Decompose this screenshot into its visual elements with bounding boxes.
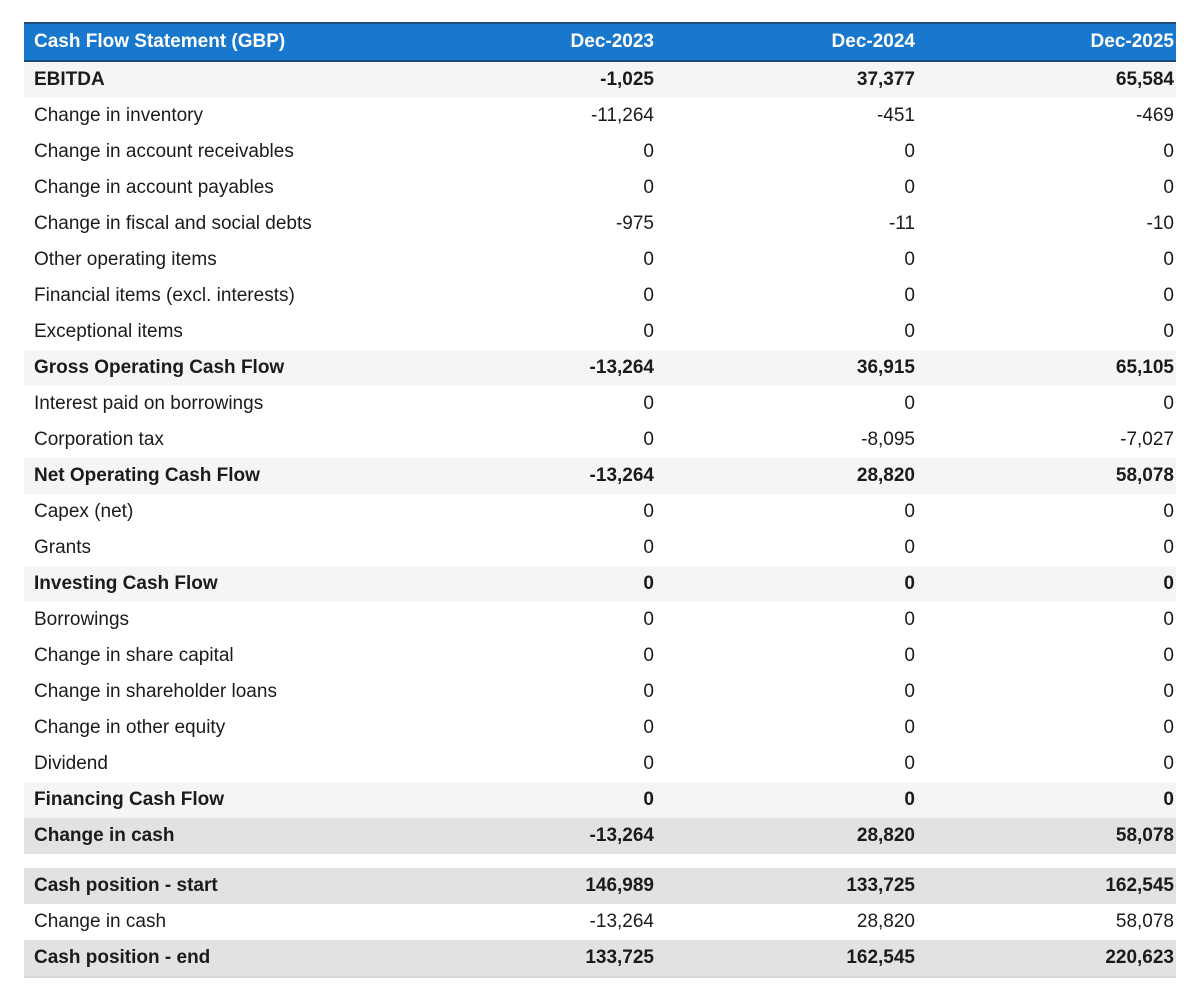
- row-value: 0: [395, 494, 656, 530]
- table-body: [24, 61, 1176, 977]
- row-value: -7,027: [917, 422, 1176, 458]
- row-label: Capex (net): [24, 494, 395, 530]
- row-value: 0: [917, 530, 1176, 566]
- row-label: Change in cash: [24, 904, 395, 940]
- row-value: 37,377: [656, 61, 917, 98]
- row-label: Cash position - end: [24, 940, 395, 977]
- table-row: [24, 818, 1176, 854]
- row-label: Change in fiscal and social debts: [24, 206, 395, 242]
- row-value: 0: [395, 278, 656, 314]
- row-value: 0: [395, 674, 656, 710]
- row-label: Exceptional items: [24, 314, 395, 350]
- row-value: 0: [395, 782, 656, 818]
- row-value: 162,545: [917, 868, 1176, 904]
- row-value: -13,264: [395, 350, 656, 386]
- table-row: [24, 242, 1176, 278]
- table-row: [24, 134, 1176, 170]
- row-value: -13,264: [395, 904, 656, 940]
- row-value: 0: [917, 674, 1176, 710]
- row-value: -13,264: [395, 818, 656, 854]
- row-value: 0: [656, 170, 917, 206]
- row-value: -13,264: [395, 458, 656, 494]
- row-value: 0: [656, 494, 917, 530]
- row-value: 0: [656, 710, 917, 746]
- table-row: [24, 98, 1176, 134]
- table-row: [24, 904, 1176, 940]
- row-label: Borrowings: [24, 602, 395, 638]
- row-value: -1,025: [395, 61, 656, 98]
- row-value: 65,584: [917, 61, 1176, 98]
- row-value: -11: [656, 206, 917, 242]
- table-row: [24, 782, 1176, 818]
- row-label: Gross Operating Cash Flow: [24, 350, 395, 386]
- row-value: 0: [917, 602, 1176, 638]
- row-label: Change in other equity: [24, 710, 395, 746]
- row-value: 36,915: [656, 350, 917, 386]
- row-value: 0: [917, 134, 1176, 170]
- row-value: 0: [917, 638, 1176, 674]
- row-value: 220,623: [917, 940, 1176, 977]
- section-spacer: [24, 854, 1176, 868]
- column-header-dec-2024: Dec-2024: [656, 23, 917, 61]
- row-label: Financial items (excl. interests): [24, 278, 395, 314]
- row-value: 0: [656, 638, 917, 674]
- row-value: 0: [656, 746, 917, 782]
- row-value: -469: [917, 98, 1176, 134]
- row-value: 0: [395, 170, 656, 206]
- row-value: 0: [395, 314, 656, 350]
- table-row: [24, 710, 1176, 746]
- row-value: 0: [917, 278, 1176, 314]
- row-value: 0: [395, 134, 656, 170]
- table-row: [24, 940, 1176, 977]
- row-label: Financing Cash Flow: [24, 782, 395, 818]
- row-value: 0: [917, 242, 1176, 278]
- row-value: 0: [917, 782, 1176, 818]
- row-label: Other operating items: [24, 242, 395, 278]
- table-row: [24, 422, 1176, 458]
- table-row: [24, 386, 1176, 422]
- row-value: 28,820: [656, 458, 917, 494]
- row-value: 133,725: [656, 868, 917, 904]
- row-value: 0: [656, 530, 917, 566]
- row-value: -451: [656, 98, 917, 134]
- table-row: [24, 674, 1176, 710]
- row-value: 162,545: [656, 940, 917, 977]
- row-value: 0: [917, 746, 1176, 782]
- table-row: [24, 868, 1176, 904]
- row-value: 0: [656, 674, 917, 710]
- row-label: Change in account receivables: [24, 134, 395, 170]
- row-label: Interest paid on borrowings: [24, 386, 395, 422]
- row-value: 0: [656, 278, 917, 314]
- row-label: Investing Cash Flow: [24, 566, 395, 602]
- row-value: -10: [917, 206, 1176, 242]
- table-row: [24, 314, 1176, 350]
- row-value: 0: [395, 530, 656, 566]
- row-value: 0: [917, 386, 1176, 422]
- row-label: Change in shareholder loans: [24, 674, 395, 710]
- row-value: 58,078: [917, 818, 1176, 854]
- row-value: 0: [656, 242, 917, 278]
- row-value: 0: [395, 746, 656, 782]
- table-row: [24, 170, 1176, 206]
- row-value: 0: [395, 422, 656, 458]
- table-row: [24, 494, 1176, 530]
- column-header-dec-2023: Dec-2023: [395, 23, 656, 61]
- row-value: 0: [917, 710, 1176, 746]
- row-value: 0: [917, 566, 1176, 602]
- row-value: 0: [395, 386, 656, 422]
- table-row: [24, 530, 1176, 566]
- table-row: [24, 602, 1176, 638]
- row-value: 65,105: [917, 350, 1176, 386]
- table-row: [24, 206, 1176, 242]
- row-value: 0: [395, 602, 656, 638]
- row-label: Net Operating Cash Flow: [24, 458, 395, 494]
- row-value: 0: [656, 134, 917, 170]
- row-value: 28,820: [656, 818, 917, 854]
- row-value: 58,078: [917, 458, 1176, 494]
- row-label: Cash position - start: [24, 868, 395, 904]
- table-row: [24, 746, 1176, 782]
- row-label: Change in account payables: [24, 170, 395, 206]
- cash-flow-table: [24, 22, 1176, 978]
- row-value: 0: [656, 566, 917, 602]
- row-value: -8,095: [656, 422, 917, 458]
- table-row: [24, 61, 1176, 98]
- row-value: 58,078: [917, 904, 1176, 940]
- row-value: 0: [395, 710, 656, 746]
- row-label: EBITDA: [24, 61, 395, 98]
- row-value: 0: [917, 314, 1176, 350]
- row-value: 133,725: [395, 940, 656, 977]
- row-value: 0: [395, 638, 656, 674]
- row-label: Change in cash: [24, 818, 395, 854]
- table-row: [24, 638, 1176, 674]
- row-value: 146,989: [395, 868, 656, 904]
- column-header-dec-2025: Dec-2025: [917, 23, 1176, 61]
- table-header: [24, 23, 1176, 61]
- table-row: [24, 458, 1176, 494]
- row-value: 0: [656, 386, 917, 422]
- table-row: [24, 350, 1176, 386]
- table-row: [24, 566, 1176, 602]
- row-value: 0: [656, 602, 917, 638]
- row-value: -975: [395, 206, 656, 242]
- section-spacer-cell: [24, 854, 1176, 868]
- row-value: 0: [395, 242, 656, 278]
- table-row: [24, 278, 1176, 314]
- row-label: Corporation tax: [24, 422, 395, 458]
- row-label: Dividend: [24, 746, 395, 782]
- row-value: 0: [656, 782, 917, 818]
- row-value: -11,264: [395, 98, 656, 134]
- row-value: 0: [656, 314, 917, 350]
- table-title: Cash Flow Statement (GBP): [24, 23, 395, 61]
- row-label: Grants: [24, 530, 395, 566]
- header-row: [24, 23, 1176, 61]
- row-value: 28,820: [656, 904, 917, 940]
- row-value: 0: [917, 494, 1176, 530]
- cash-flow-statement-table: [24, 22, 1176, 978]
- row-label: Change in inventory: [24, 98, 395, 134]
- row-value: 0: [917, 170, 1176, 206]
- row-value: 0: [395, 566, 656, 602]
- row-label: Change in share capital: [24, 638, 395, 674]
